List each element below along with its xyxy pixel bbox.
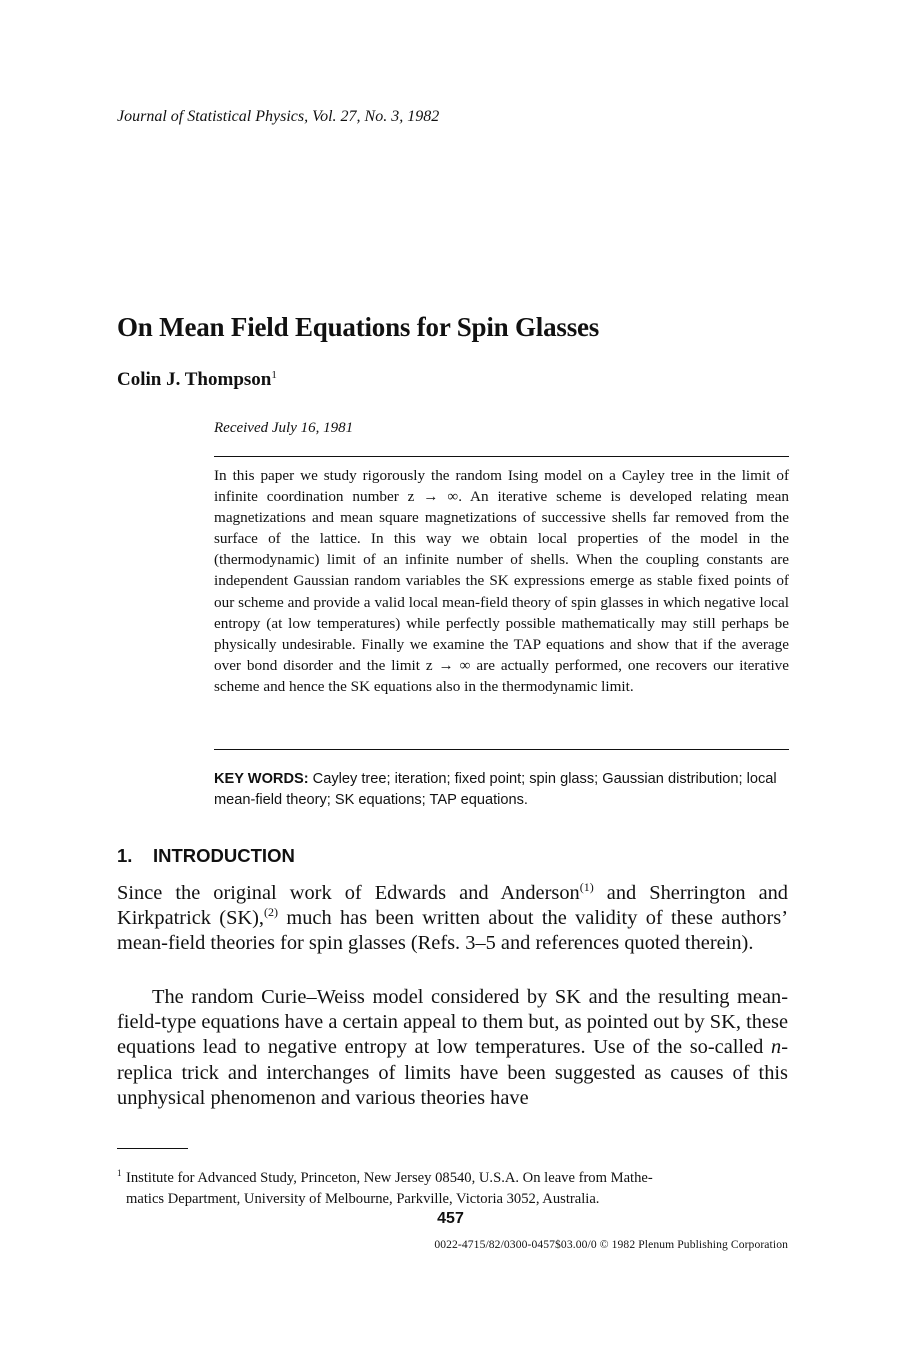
footnote-line-2: matics Department, University of Melbourne, Parkville, Victoria 3052, Australia.	[126, 1190, 600, 1207]
text-run: Since the original work of Edwards and Anderson	[117, 882, 580, 904]
footnote-line-1: Institute for Advanced Study, Princeton, New Jersey 08540, U.S.A. On leave from Mathe-	[126, 1170, 653, 1186]
citation-ref[interactable]: (1)	[579, 880, 594, 894]
abstract-bottom-rule	[214, 749, 789, 750]
citation-ref[interactable]: (2)	[264, 905, 279, 920]
paper-title: On Mean Field Equations for Spin Glasses	[117, 312, 600, 342]
intro-paragraph-2	[117, 985, 788, 1111]
footnote-rule	[117, 1148, 188, 1149]
keywords-label: KEY WORDS:	[214, 771, 309, 787]
keywords	[214, 769, 789, 811]
text-run: and Sherrington and Kirkpatrick (SK),	[117, 882, 789, 930]
author-footnote-mark: 1	[271, 369, 277, 381]
math-symbol: n	[771, 1036, 782, 1059]
author-name: Colin J. Thompson	[117, 369, 272, 390]
author	[117, 369, 277, 391]
section-number: 1.	[117, 845, 133, 866]
text-run: The random Curie–Weiss model considered by SK and the resulting mean-field-type equations have a certain appeal to them but, as pointed out by SK, these equations lead to negative entropy at low temperatures. Use of the so-called	[117, 986, 788, 1059]
text-run: much has been written about the validity of these authors’ mean-field theories for spin glasses (Refs. 3–5 and references quoted therein).	[117, 907, 788, 955]
received-date: Received July 16, 1981	[214, 420, 354, 436]
keywords-text: Cayley tree; iteration; fixed point; spin glass; Gaussian distribution; local mean-field theory; SK equations; TAP equations.	[214, 771, 777, 808]
abstract: In this paper we study rigorously the random Ising model on a Cayley tree in the limit of infinite coordination number z → ∞. An iterative scheme is developed relating mean magnetizations and mean square magnetizations of successive shells far removed from the surface of the lattice. In this way we obtain local properties of the model in the (thermodynamic) limit of an infinite number of shells. When the coupling constants are independent Gaussian random variables the SK expressions emerge as stable fixed points of our scheme and provide a valid local mean-field theory of spin glasses in which negative local entropy (at low temperatures) while perfectly possible mathematically may still perhaps be physically undesirable. Finally we examine the TAP equations and show that if the average over bond disorder and the limit z → ∞ are actually performed, one recovers our iterative scheme and hence the SK equations also in the thermodynamic limit.	[214, 467, 789, 695]
footnote-mark: 1	[117, 1168, 122, 1178]
abstract-top-rule	[214, 456, 789, 457]
section-title: INTRODUCTION	[153, 845, 295, 866]
copyright-line: 0022-4715/82/0300-0457$03.00/0 © 1982 Plenum Publishing Corporation	[434, 1238, 788, 1251]
text-run: -replica trick and interchanges of limits have been suggested as causes of this unphysical phenomenon and various theories have	[117, 1036, 788, 1109]
footnote	[117, 1163, 788, 1209]
page-number: 457	[437, 1210, 464, 1227]
journal-header: Journal of Statistical Physics, Vol. 27, No. 3, 1982	[117, 108, 440, 125]
intro-paragraph-1	[117, 881, 788, 957]
section-heading	[117, 845, 295, 867]
